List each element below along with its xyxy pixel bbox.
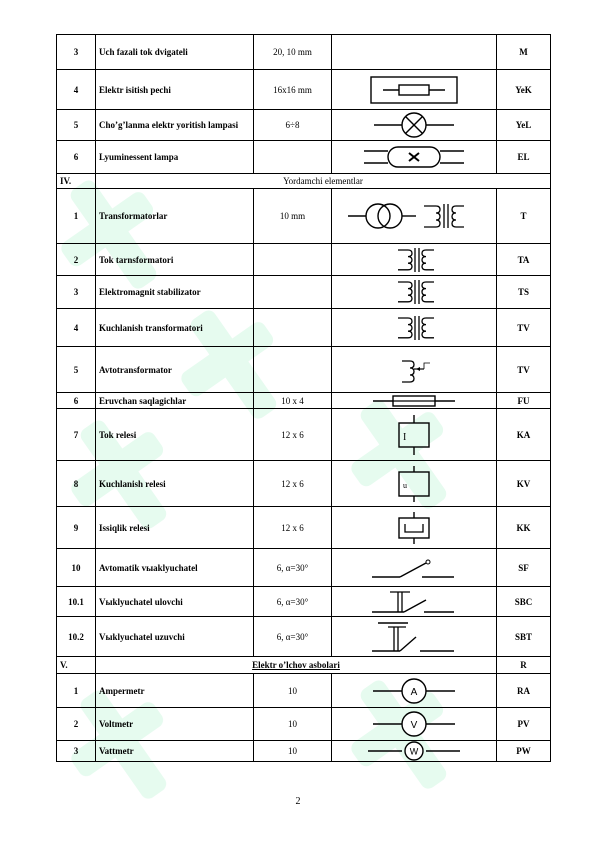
row-code: PW xyxy=(497,741,551,762)
section-header xyxy=(57,657,551,674)
row-number: 3 xyxy=(57,35,96,70)
row-number: 1 xyxy=(57,189,96,244)
current-transformer-icon xyxy=(384,246,444,274)
row-size: 10 xyxy=(254,674,332,708)
row-name: Transformatorlar xyxy=(96,189,254,244)
row-symbol xyxy=(332,244,497,276)
closing-switch-icon xyxy=(364,588,464,616)
row-name: Avtomatik vыaklyuchatel xyxy=(96,549,254,587)
section-title: Yordamchi elementlar xyxy=(96,174,551,189)
row-code: YeK xyxy=(497,70,551,110)
row-number: 5 xyxy=(57,110,96,141)
row-size: 10 xyxy=(254,741,332,762)
table-row xyxy=(57,741,551,762)
row-name: Vыklyuchatel uzuvchi xyxy=(96,617,254,657)
fuse-icon xyxy=(369,394,459,408)
fluorescent-lamp-icon xyxy=(354,143,474,171)
row-name: Eruvchan saqlagichlar xyxy=(96,393,254,409)
row-number: 10.1 xyxy=(57,587,96,617)
meter-letter: W xyxy=(409,746,419,757)
row-size: 6, α=30° xyxy=(254,549,332,587)
section-number: IV. xyxy=(57,174,96,189)
row-number: 8 xyxy=(57,461,96,507)
row-code: SF xyxy=(497,549,551,587)
voltage-transformer-icon xyxy=(384,314,444,342)
row-name: Tok tarnsformatori xyxy=(96,244,254,276)
row-code: PV xyxy=(497,708,551,741)
voltage-relay-icon xyxy=(389,464,439,504)
row-code: SBT xyxy=(497,617,551,657)
row-size: 12 x 6 xyxy=(254,409,332,461)
row-name: Ampermetr xyxy=(96,674,254,708)
row-size: 20, 10 mm xyxy=(254,35,332,70)
row-number: 6 xyxy=(57,141,96,174)
meter-letter: A xyxy=(410,686,418,698)
row-name: Uch fazali tok dvigateli xyxy=(96,35,254,70)
row-name: Vыklyuchatel ulovchi xyxy=(96,587,254,617)
row-symbol xyxy=(332,587,497,617)
row-number: 6 xyxy=(57,393,96,409)
row-number: 3 xyxy=(57,741,96,762)
autotransformer-icon xyxy=(384,355,444,385)
row-code: KA xyxy=(497,409,551,461)
table-row xyxy=(57,70,551,110)
row-size: 12 x 6 xyxy=(254,461,332,507)
row-size xyxy=(254,244,332,276)
section-title-text: Elektr o’lchov asbolari xyxy=(252,660,340,670)
row-code: FU xyxy=(497,393,551,409)
row-number: 7 xyxy=(57,409,96,461)
lamp-icon xyxy=(364,111,464,139)
table-row xyxy=(57,674,551,708)
row-symbol xyxy=(332,708,497,741)
table-row xyxy=(57,35,551,70)
table-row xyxy=(57,617,551,657)
row-name: Lyuminessent lampa xyxy=(96,141,254,174)
heater-icon xyxy=(369,75,459,105)
row-code: M xyxy=(497,35,551,70)
row-size xyxy=(254,347,332,393)
row-size: 10 mm xyxy=(254,189,332,244)
table-row xyxy=(57,309,551,347)
row-name: Kuchlanish transformatori xyxy=(96,309,254,347)
row-name: Vattmetr xyxy=(96,741,254,762)
row-size xyxy=(254,276,332,309)
row-code: TA xyxy=(497,244,551,276)
row-name: Tok relesi xyxy=(96,409,254,461)
opening-switch-icon xyxy=(364,619,464,655)
row-number: 4 xyxy=(57,70,96,110)
current-relay-icon xyxy=(389,413,439,457)
row-size: 12 x 6 xyxy=(254,507,332,549)
ammeter-icon xyxy=(369,677,459,705)
row-code: T xyxy=(497,189,551,244)
row-symbol xyxy=(332,141,497,174)
row-symbol xyxy=(332,674,497,708)
table-row xyxy=(57,393,551,409)
row-size: 6, α=30° xyxy=(254,617,332,657)
row-symbol xyxy=(332,741,497,762)
row-name: Elektr isitish pechi xyxy=(96,70,254,110)
table-row xyxy=(57,409,551,461)
row-name: Cho’g’lanma elektr yoritish lampasi xyxy=(96,110,254,141)
row-code: SBC xyxy=(497,587,551,617)
row-symbol xyxy=(332,276,497,309)
table-row xyxy=(57,708,551,741)
row-number: 1 xyxy=(57,674,96,708)
table-row xyxy=(57,549,551,587)
table-row xyxy=(57,244,551,276)
row-code: EL xyxy=(497,141,551,174)
row-code: TS xyxy=(497,276,551,309)
table-row xyxy=(57,587,551,617)
row-code: YeL xyxy=(497,110,551,141)
row-name: Voltmetr xyxy=(96,708,254,741)
row-symbol xyxy=(332,309,497,347)
table-row xyxy=(57,461,551,507)
row-number: 9 xyxy=(57,507,96,549)
table-row xyxy=(57,189,551,244)
row-code: KK xyxy=(497,507,551,549)
row-symbol xyxy=(332,70,497,110)
row-symbol xyxy=(332,549,497,587)
row-size: 10 x 4 xyxy=(254,393,332,409)
table-row xyxy=(57,141,551,174)
table-row xyxy=(57,347,551,393)
table-row xyxy=(57,507,551,549)
row-code: TV xyxy=(497,309,551,347)
row-symbol xyxy=(332,347,497,393)
row-symbol xyxy=(332,409,497,461)
transformer-icon xyxy=(344,198,484,234)
meter-letter: V xyxy=(410,720,418,731)
row-symbol xyxy=(332,617,497,657)
row-number: 2 xyxy=(57,708,96,741)
row-size: 6÷8 xyxy=(254,110,332,141)
thermal-relay-icon xyxy=(389,510,439,546)
row-symbol xyxy=(332,393,497,409)
relay-letter: I xyxy=(403,431,407,443)
circuit-breaker-icon xyxy=(364,553,464,583)
table-row xyxy=(57,110,551,141)
row-symbol xyxy=(332,461,497,507)
row-symbol xyxy=(332,35,497,70)
row-symbol xyxy=(332,189,497,244)
row-number: 5 xyxy=(57,347,96,393)
row-size: 6, α=30° xyxy=(254,587,332,617)
section-number: V. xyxy=(57,657,96,674)
symbols-table xyxy=(56,34,551,762)
row-number: 10.2 xyxy=(57,617,96,657)
row-name: Elektromagnit stabilizator xyxy=(96,276,254,309)
row-number: 10 xyxy=(57,549,96,587)
row-size xyxy=(254,309,332,347)
stabilizer-icon xyxy=(384,278,444,306)
wattmeter-icon xyxy=(364,741,464,761)
table-row xyxy=(57,276,551,309)
relay-letter: u xyxy=(403,480,407,490)
row-name: Issiqlik relesi xyxy=(96,507,254,549)
row-size: 16x16 mm xyxy=(254,70,332,110)
row-name: Avtotransformator xyxy=(96,347,254,393)
row-size: 10 xyxy=(254,708,332,741)
row-number: 2 xyxy=(57,244,96,276)
row-name: Kuchlanish relesi xyxy=(96,461,254,507)
section-title xyxy=(96,657,497,674)
row-code: RA xyxy=(497,674,551,708)
row-number: 3 xyxy=(57,276,96,309)
row-symbol xyxy=(332,110,497,141)
row-code: R xyxy=(497,657,551,674)
row-symbol xyxy=(332,507,497,549)
row-code: TV xyxy=(497,347,551,393)
section-header xyxy=(57,174,551,189)
row-size xyxy=(254,141,332,174)
row-code: KV xyxy=(497,461,551,507)
voltmeter-icon xyxy=(369,710,459,738)
row-number: 4 xyxy=(57,309,96,347)
page-number: 2 xyxy=(295,796,301,807)
